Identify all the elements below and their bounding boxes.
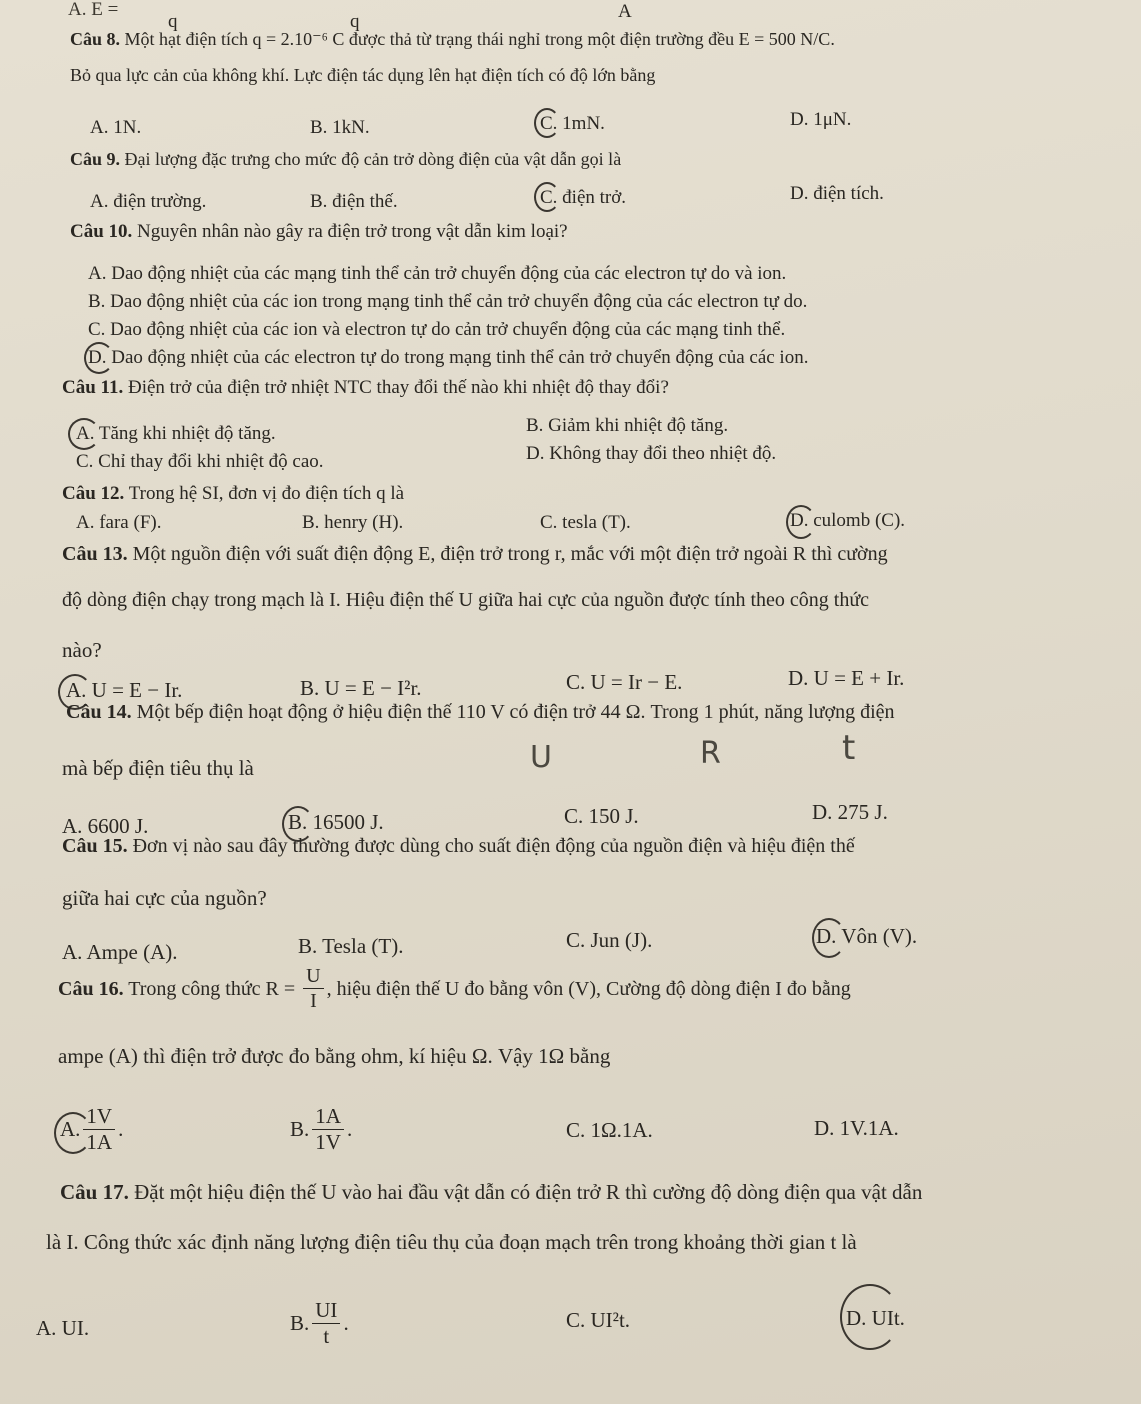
question-11-line1: Câu 11. Điện trở của điện trở nhiệt NTC thay đổi thế nào khi nhiệt độ thay đổi? [62,377,669,398]
question-11-option-d[interactable]: D. Không thay đổi theo nhiệt độ. [526,443,777,464]
top-fragment-den-left: q [168,11,178,32]
question-10-option-b[interactable]: B. Dao động nhiệt của các ion trong mạng tinh thể cản trở chuyển động của các electron tự do. [88,291,808,312]
question-16-line2: ampe (A) thì điện trở được đo bằng ohm, kí hiệu Ω. Vậy 1Ω bằng [58,1044,611,1068]
handwritten-u: U [530,740,552,775]
question-15-option-b[interactable]: B. Tesla (T). [298,934,404,958]
question-10-option-c[interactable]: C. Dao động nhiệt của các ion và electron tự do cản trở chuyển động của các mạng tinh thể. [88,319,786,340]
question-9-option-c[interactable]: C. điện trở. [540,187,627,208]
question-10-option-a[interactable]: A. Dao động nhiệt của các mạng tinh thể cản trở chuyển động của các electron tự do và ion. [88,263,787,284]
question-15-option-c[interactable]: C. Jun (J). [566,928,653,952]
question-13-option-c[interactable]: C. U = Ir − E. [566,670,683,694]
question-17-option-a[interactable]: A. UI. [36,1316,90,1340]
question-17-option-c[interactable]: C. UI²t. [566,1308,631,1332]
question-label: Câu 8. [70,29,121,49]
question-13-line1: Câu 13. Một nguồn điện với suất điện động E, điện trở trong r, mắc với một điện trở ngoài R thì cường [62,543,888,565]
question-10-option-d[interactable]: D. Dao động nhiệt của các electron tự do trong mạng tinh thể cản trở chuyển động của các ion. [88,347,809,368]
top-fragment-den-mid: q [350,11,360,32]
question-9-option-d[interactable]: D. điện tích. [790,183,884,204]
question-15-line2: giữa hai cực của nguồn? [62,886,267,910]
question-12-option-d[interactable]: D. culomb (C). [790,510,906,531]
question-13-line3: nào? [62,638,102,662]
question-8-line2: Bỏ qua lực cản của không khí. Lực điện tác dụng lên hạt điện tích có độ lớn bằng [70,65,656,85]
question-13-line2: độ dòng điện chạy trong mạch là I. Hiệu điện thế U giữa hai cực của nguồn được tính theo công thức [62,589,870,611]
question-14-option-a[interactable]: A. 6600 J. [62,814,149,838]
handwritten-t: t [842,728,856,768]
question-17-option-d[interactable]: D. UIt. [846,1306,905,1330]
question-11-option-b[interactable]: B. Giảm khi nhiệt độ tăng. [526,415,729,436]
answer-mark-circle [786,505,816,539]
question-8-option-c[interactable]: C. 1mN. [540,113,605,134]
question-16-option-d[interactable]: D. 1V.1A. [814,1116,899,1140]
top-fragment-right: A [618,1,632,22]
question-8-option-d[interactable]: D. 1μN. [790,109,852,130]
handwritten-r: R [700,736,721,771]
answer-mark-circle [534,182,560,212]
top-fragment: A. E = [68,0,119,20]
formula-fraction: $\frac{U}{I}$ [303,966,323,1011]
question-14-line1: Câu 14. Một bếp điện hoạt động ở hiệu điện thế 110 V có điện trở 44 Ω. Trong 1 phút, năng lượng điện [66,701,895,723]
question-16-option-a[interactable]: A. $\frac{1V}{1A}$ . [60,1104,124,1154]
question-12-option-b[interactable]: B. henry (H). [302,512,404,533]
question-14-option-d[interactable]: D. 275 J. [812,800,888,824]
question-11-option-a[interactable]: A. Tăng khi nhiệt độ tăng. [76,423,276,444]
answer-mark-circle [68,418,100,450]
question-10-line1: Câu 10. Nguyên nhân nào gây ra điện trở trong vật dẫn kim loại? [70,221,568,242]
question-15-line1: Câu 15. Đơn vị nào sau đây thường được dùng cho suất điện động của nguồn điện và hiệu điện thế [62,835,855,857]
answer-mark-circle [534,108,560,138]
question-17-line1: Câu 17. Đặt một hiệu điện thế U vào hai đầu vật dẫn có điện trở R thì cường độ dòng điện qua vật dẫn [60,1180,923,1204]
question-15-option-a[interactable]: A. Ampe (A). [62,940,178,964]
question-12-line1: Câu 12. Trong hệ SI, đơn vị đo điện tích q là [62,483,405,504]
question-15-option-d[interactable]: D. Vôn (V). [816,924,918,948]
question-14-option-b[interactable]: B. 16500 J. [288,810,384,834]
question-17-option-b[interactable]: B. $\frac{UI}{t}$ . [290,1298,349,1348]
question-8-option-a[interactable]: A. 1N. [90,117,142,138]
question-16-option-c[interactable]: C. 1Ω.1A. [566,1118,653,1142]
question-17-line2: là I. Công thức xác định năng lượng điện tiêu thụ của đoạn mạch trên trong khoảng thời gian t là [46,1230,857,1254]
question-13-option-a[interactable]: A. U = E − Ir. [66,678,183,702]
question-16-option-b[interactable]: B. $\frac{1A}{1V}$ . [290,1104,353,1154]
question-13-option-d[interactable]: D. U = E + Ir. [788,666,905,690]
answer-mark-circle [84,342,114,374]
question-14-option-c[interactable]: C. 150 J. [564,804,639,828]
question-16-line1: Câu 16. Trong công thức R = $\frac{U}{I}$ , hiệu điện thế U đo bằng vôn (V), Cường độ dòng điện I đo bằng [58,965,851,1012]
question-12-option-c[interactable]: C. tesla (T). [540,512,631,533]
answer-mark-circle [812,918,846,958]
answer-mark-circle [840,1284,900,1350]
question-8-line1: Câu 8. Một hạt điện tích q = 2.10⁻⁶ C được thả từ trạng thái nghỉ trong một điện trường đều E = 500 N/C. [70,29,835,49]
question-9-line1: Câu 9. Đại lượng đặc trưng cho mức độ cản trở dòng điện của vật dẫn gọi là [70,149,622,169]
question-14-line2: mà bếp điện tiêu thụ là [62,756,254,780]
question-13-option-b[interactable]: B. U = E − I²r. [300,676,422,700]
question-11-option-c[interactable]: C. Chỉ thay đổi khi nhiệt độ cao. [76,451,324,472]
question-12-option-a[interactable]: A. fara (F). [76,512,162,533]
question-9-option-b[interactable]: B. điện thế. [310,191,398,212]
question-8-option-b[interactable]: B. 1kN. [310,117,370,138]
question-9-option-a[interactable]: A. điện trường. [90,191,207,212]
answer-mark-circle [54,1112,92,1154]
